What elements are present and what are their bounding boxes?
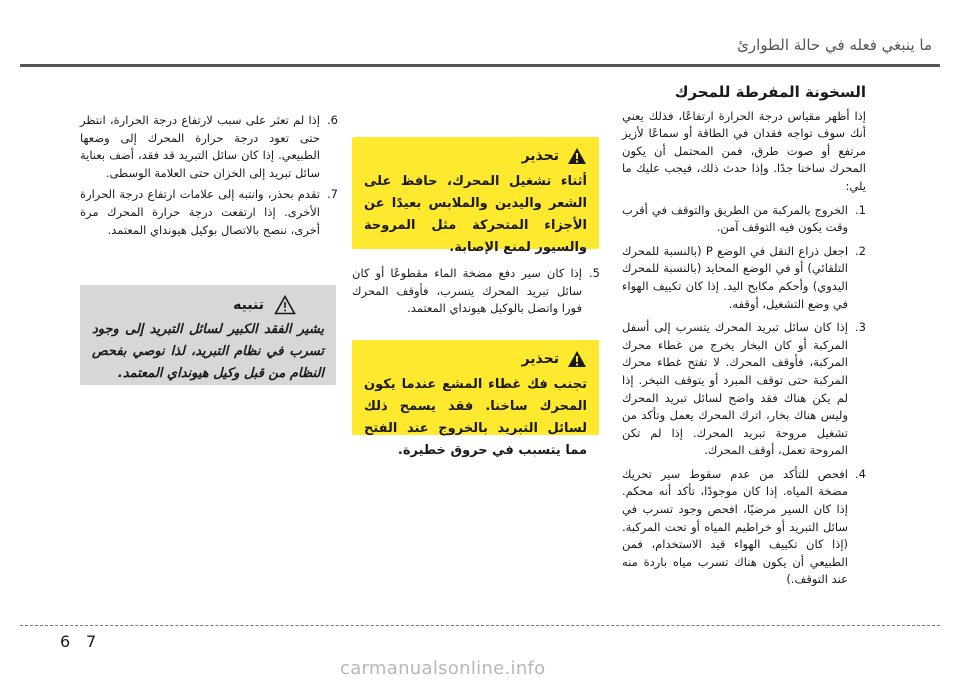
intro-paragraph: إذا أظهر مقياس درجة الحرارة ارتفاعًا، فذلك يعني أنك سوف تواجه فقدان في الطاقة أو سماعًا لأزيز مرتفع أو صوت طرق، فمن المحتمل أن يكون المحرك ساخنا جدًا. وإذا حدث ذلك، فيجب عليك ما يلي: [622, 108, 866, 193]
item-number: 7. [327, 187, 338, 202]
warning-header [352, 137, 599, 171]
list-item [80, 112, 338, 182]
footer-divider [20, 625, 940, 626]
item-number: 4. [855, 466, 866, 481]
item-text: إذا كان سائل تبريد المحرك يتسرب إلى أسفل المركبة أو كان البخار يخرج من غطاء محرك المركبة، فأوقف المحرك. لا تفتح غطاء محرك المركبة حتى توقف المبرد أو يتوقف التبخر. إذا لم يكن هناك فقد واضح لسائل تبريد المحرك وليس هناك بخار، اترك المحرك يعمل وتأكد من تشغيل مروحة تبريد المحرك. إذا لم تكن المروحة تعمل، أوقف المحرك. [622, 320, 848, 458]
list-item [622, 319, 866, 460]
list-item [622, 243, 866, 313]
warning-box [352, 137, 599, 255]
item-text: الخروج بالمركبة من الطريق والتوقف في أقرب وقت يكون فيه التوقف آمن. [622, 202, 848, 235]
running-header: ما ينبغي فعله في حالة الطوارئ [737, 36, 932, 54]
list-item [622, 202, 866, 237]
list-item [352, 265, 600, 318]
right-column [622, 84, 866, 589]
watermark: carmanualsonline.info [340, 658, 546, 679]
warning-triangle-icon [567, 147, 587, 165]
warning-box [352, 340, 599, 458]
warning-title: تحذير [521, 148, 559, 164]
page-number-chapter: 6 [60, 632, 71, 651]
warning-header [352, 340, 599, 374]
item-text: إذا كان سير دفع مضخة الماء مقطوعًا أو كان سائل تبريد المحرك يتسرب، فأوقف المحرك فورا واتصل بالوكيل هيونداي المعتمد. [352, 266, 582, 316]
caution-header [80, 285, 336, 319]
item-number: 5. [589, 266, 600, 280]
item-text: افحص للتأكد من عدم سقوط سير تحريك مضخة المياه. إذا كان موجودًا، تأكد أنه محكم. إذا كان السير مرضيًا، افحص وجود تسرب في سائل التبريد أو خراطيم المياه أو تحت المركبة. (إذا كان تكييف الهواء قيد الاستخدام، فمن الطبيعي أن يكون هناك تسرب مياه باردة منه عند التوقف.) [622, 466, 848, 587]
caution-triangle-icon [274, 295, 296, 315]
caution-title: تنبيه [233, 297, 264, 313]
item-text: تقدم بحذر، وانتبه إلى علامات ارتفاع درجة الحرارة الأخرى. إذا ارتفعت درجة حرارة المحرك مرة أخرى، ننصح بالاتصال بوكيل هيونداي المعتمد. [80, 187, 320, 237]
list-item [622, 466, 866, 589]
section-heading: السخونة المفرطة للمحرك [674, 83, 866, 101]
item-number: 1. [855, 202, 866, 217]
warning-text: تجنب فك غطاء المشع عندما يكون المحرك ساخنا. فقد يسمح ذلك لسائل التبريد بالخروج عند الفتح مما يتسبب في حروق خطيرة. [364, 377, 587, 458]
header-divider [20, 64, 940, 67]
item-number: 2. [855, 243, 866, 258]
caution-text: يشير الفقد الكبير لسائل التبريد إلى وجود تسرب في نظام التبريد، لذا نوصي بفحص النظام من قبل وكيل هيونداي المعتمد. [92, 322, 324, 381]
left-column [80, 112, 338, 239]
warning-triangle-icon [567, 350, 587, 368]
warning-title: تحذير [521, 351, 559, 367]
item-text: إذا لم تعثر على سبب لارتفاع درجة الحرارة، انتظر حتى تعود درجة حرارة المحرك إلى وضعها الطبيعي. إذا كان سائل التبريد قد فقد، أضف بعناية سائل تبريد إلى الخزان حتى العلامة الوسطى. [80, 113, 320, 180]
list-item [80, 186, 338, 239]
warning-text: أثناء تشغيل المحرك، حافظ على الشعر واليدين والملابس بعيدًا عن الأجزاء المتحركة مثل المروحة والسيور لمنع الإصابة. [364, 174, 587, 255]
middle-column [352, 265, 600, 318]
item-number: 3. [855, 320, 866, 335]
page-number: 7 [86, 632, 97, 651]
item-number: 6. [327, 113, 338, 127]
caution-box [80, 285, 336, 385]
item-text: اجعل ذراع النقل في الوضع P (بالنسبة للمحرك التلقائي) أو في الوضع المحايد (بالنسبة للمحرك اليدوي) وأحكم مكابح اليد. إذا كان تكييف الهواء في وضع التشغيل، أوقفه. [622, 243, 849, 311]
